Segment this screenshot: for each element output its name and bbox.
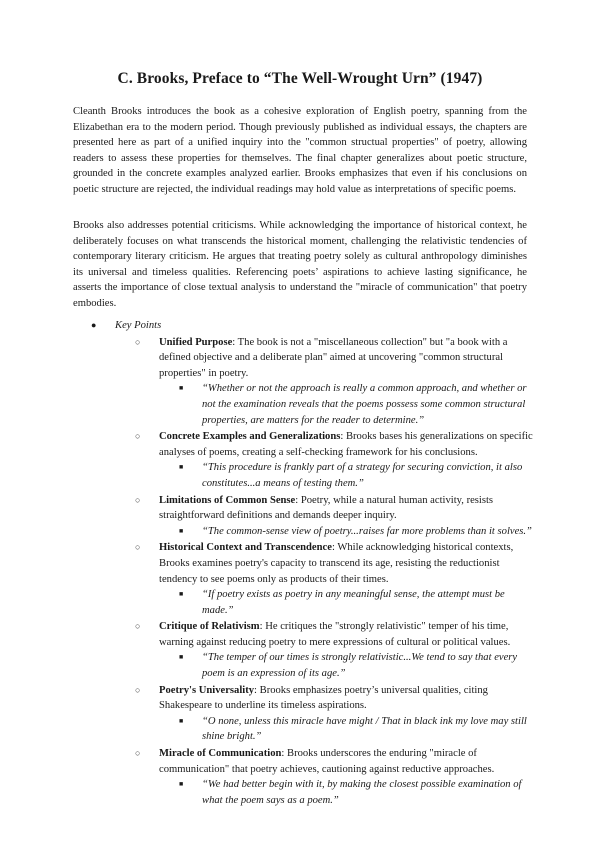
quote-text: “Whether or not the approach is really a common approach, and whether or not the examination reveals that the poems possess some common structural properties, are matters for the reader to determine.”: [202, 383, 527, 426]
bullet-square-icon: ■: [179, 653, 184, 662]
bullet-square-icon: ■: [179, 716, 184, 725]
point-text: : While acknowledging historical contexts, Brooks examines poetry's capacity to transcend its age, resisting the reductionist tendency to see poems only as products of their times.: [159, 542, 514, 585]
bullet-square-icon: ■: [179, 384, 184, 393]
bullet-hollow-circle-icon: ○: [135, 748, 141, 759]
quote-text: “We had better begin with it, by making the closest possible examination of what the poem says as a poem.”: [202, 779, 522, 806]
bullet-hollow-circle-icon: ○: [135, 684, 141, 695]
point-text: : Brooks bases his generalizations on specific analyses of poems, creating a self-checking framework for his conclusions.: [159, 431, 533, 458]
point-heading: Historical Context and Transcendence: [159, 542, 332, 554]
point-item: [73, 683, 533, 714]
bullet-square-icon: ■: [179, 590, 184, 599]
point-quote: [73, 524, 533, 540]
point-quote: [73, 777, 533, 808]
bullet-hollow-circle-icon: ○: [135, 621, 141, 632]
quote-text: “If poetry exists as poetry in any meaningful sense, the attempt must be made.”: [202, 589, 505, 616]
point-heading: Limitations of Common Sense: [159, 494, 296, 506]
point-item: [73, 429, 533, 460]
bullet-square-icon: ■: [179, 526, 184, 535]
point-item: [73, 540, 533, 587]
bullet-hollow-circle-icon: ○: [135, 494, 141, 505]
bullet-hollow-circle-icon: ○: [135, 431, 141, 442]
key-points-label: Key Points: [115, 320, 162, 331]
quote-text: “This procedure is frankly part of a strategy for securing conviction, it also constitutes...a means of testing them.”: [202, 462, 523, 489]
point-text: : The book is not a "miscellaneous collection" but "a book with a defined objective and a deliberate plan" aimed at uncovering "common structural properties" in poetry.: [159, 336, 508, 379]
point-text: : Brooks underscores the enduring "miracle of communication" that poetry achieves, cautioning against reductive approaches.: [159, 748, 495, 775]
point-quote: [73, 381, 533, 428]
point-text: : He critiques the "strongly relativistic" temper of his time, warning against reducing poetry to mere expressions of cultural or political values.: [159, 621, 511, 648]
quote-text: “The temper of our times is strongly relativistic...We tend to say that every poem is an expression of its age.”: [202, 652, 518, 680]
point-heading: Unified Purpose: [159, 336, 233, 348]
bullet-hollow-circle-icon: ○: [135, 336, 141, 347]
point-item: [73, 493, 533, 524]
bullet-square-icon: ■: [179, 780, 184, 789]
point-quote: [73, 714, 533, 745]
bullet-filled-circle-icon: ●: [91, 320, 97, 330]
quote-text: “O none, unless this miracle have might / That in black ink my love may still shine bright.”: [202, 715, 527, 743]
point-heading: Poetry's Universality: [159, 684, 255, 696]
point-heading: Concrete Examples and Generalizations: [159, 431, 341, 443]
page-title: C. Brooks, Preface to “The Well-Wrought Urn” (1947): [117, 70, 483, 87]
point-item: [73, 746, 533, 777]
point-item: [73, 619, 533, 650]
point-quote: [73, 587, 533, 618]
point-heading: Critique of Relativism: [159, 621, 260, 633]
key-points-item: [73, 318, 533, 334]
point-item: [73, 335, 533, 382]
point-quote: [73, 650, 533, 681]
criticism-paragraph: Brooks also addresses potential criticisms. While acknowledging the importance of historical context, he deliberately focuses on what transcends the historical moment, challenging the relativistic tendencies of contemporary literary criticism. He argues that treating poetry solely as cultural anthropology diminishes its universal and timeless qualities. Referencing poets’ aspirations to achieve lasting significance, he asserts the importance of close textual analysis to understand the "miracle of communication" that poetry embodies.: [73, 220, 527, 309]
point-heading: Miracle of Communication: [159, 748, 282, 760]
bullet-hollow-circle-icon: ○: [135, 542, 141, 553]
key-points-list: [73, 318, 533, 808]
point-quote: [73, 460, 533, 491]
bullet-square-icon: ■: [179, 463, 184, 472]
quote-text: “The common-sense view of poetry...raises far more problems than it solves.”: [202, 525, 532, 537]
intro-paragraph: Cleanth Brooks introduces the book as a cohesive exploration of English poetry, spanning from the Elizabethan era to the modern period. Though previously published as individual essays, the chapters are presented here as part of a unified inquiry into the "common structual properties" of poetry, allowing readers to assess these properties for themselves. The final chapter generalizes about poetic structure, grounded in the concrete examples analyzed earlier. Brooks emphasizes that even if his conclusions on poetic structure are rejected, the individual readings may hold value as interpretations of specific poems.: [73, 106, 527, 195]
point-text: : Brooks emphasizes poetry’s universal qualities, citing Shakespeare to underline its timeless aspirations.: [159, 684, 488, 712]
point-text: : Poetry, while a natural human activity, resists straightforward definitions and demands deeper inquiry.: [159, 494, 494, 522]
